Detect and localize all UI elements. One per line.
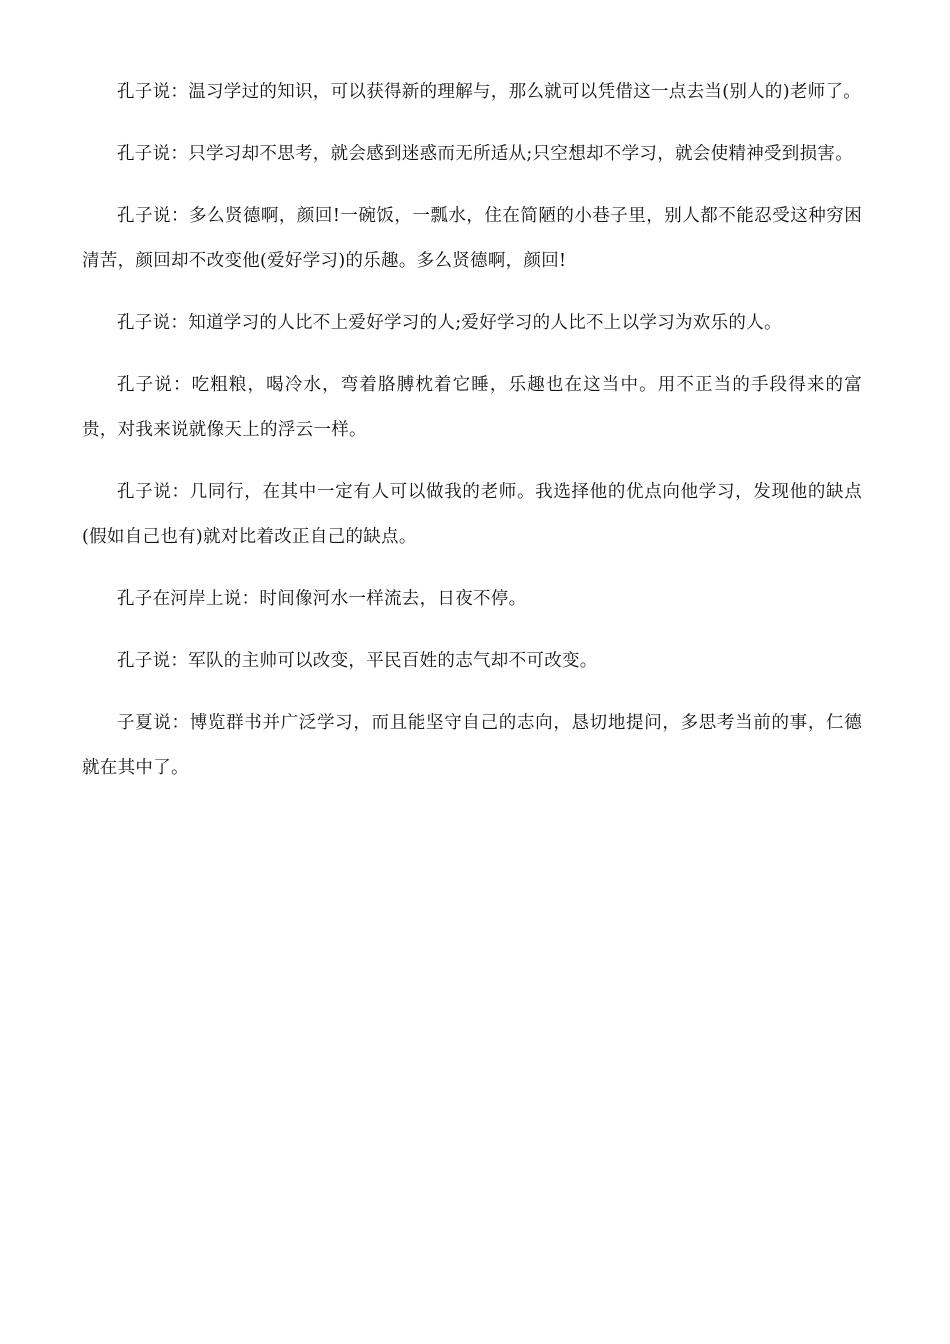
paragraph-5: 孔子说：吃粗粮，喝冷水，弯着胳膊枕着它睡，乐趣也在这当中。用不正当的手段得来的富贵，对我来说就像天上的浮云一样。: [82, 375, 862, 440]
paragraph-1: 孔子说：温习学过的知识，可以获得新的理解与，那么就可以凭借这一点去当(别人的)老师了。: [117, 82, 862, 102]
paragraph-4: 孔子说：知道学习的人比不上爱好学习的人;爱好学习的人比不上以学习为欢乐的人。: [117, 313, 782, 333]
paragraph-8: 孔子说：军队的主帅可以改变，平民百姓的志气却不可改变。: [117, 651, 598, 671]
paragraph-3: 孔子说：多么贤德啊，颜回!一碗饭，一瓢水，住在简陋的小巷子里，别人都不能忍受这种穷困清苦，颜回却不改变他(爱好学习)的乐趣。多么贤德啊，颜回!: [82, 206, 862, 271]
paragraph-7: 孔子在河岸上说：时间像河水一样流去，日夜不停。: [117, 589, 527, 609]
document-body: [82, 70, 862, 808]
paragraph-9: 子夏说：博览群书并广泛学习，而且能坚守自己的志向，恳切地提问，多思考当前的事，仁德就在其中了。: [82, 713, 862, 778]
paragraph-6: 孔子说：几同行，在其中一定有人可以做我的老师。我选择他的优点向他学习，发现他的缺点(假如自己也有)就对比着改正自己的缺点。: [82, 482, 862, 547]
paragraph-2: 孔子说：只学习却不思考，就会感到迷惑而无所适从;只空想却不学习，就会使精神受到损害。: [117, 144, 853, 164]
